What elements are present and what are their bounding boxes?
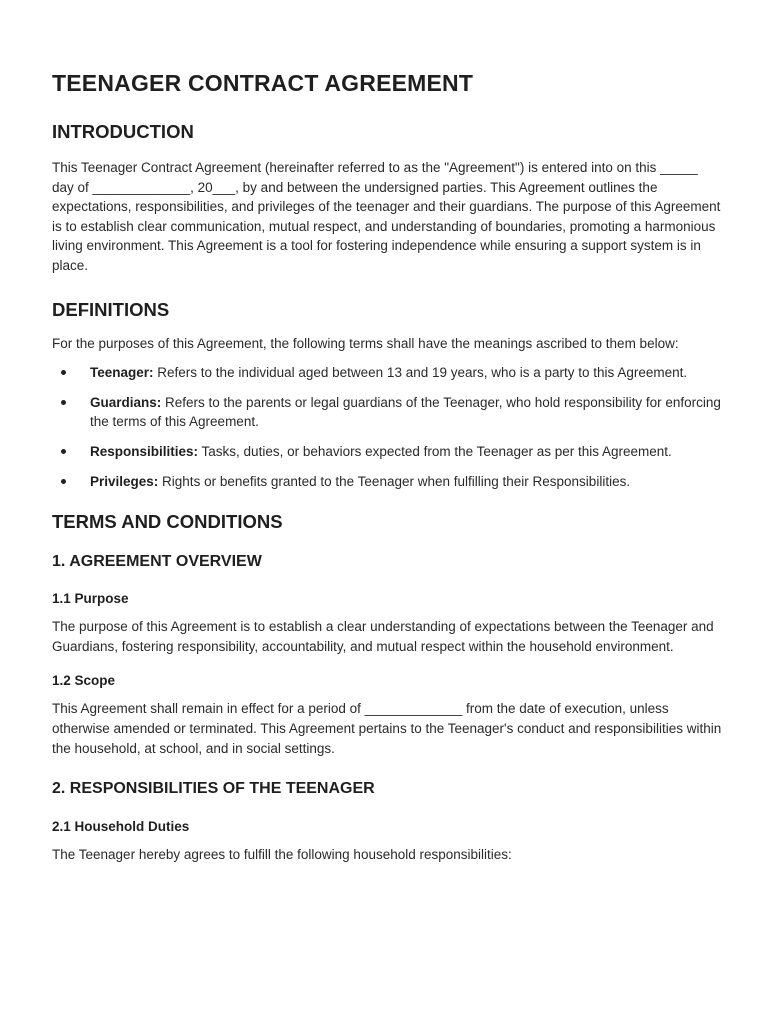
section-2-1-paragraph: The Teenager hereby agrees to fulfill the following household responsibilities: [52,847,512,863]
definition-text: Tasks, duties, or behaviors expected from the Teenager as per this Agreement. [198,443,672,459]
definitions-heading: DEFINITIONS [52,298,170,320]
bullet-icon [61,400,66,405]
bullet-icon [61,449,66,454]
section-1-1-paragraph: The purpose of this Agreement is to establish a clear understanding of expectations between the Teenager and Guardians, fostering responsibility, accountability, and mutual respect within the household environment. [52,619,714,654]
section-1-2-heading: 1.2 Scope [52,673,116,689]
terms-heading: TERMS AND CONDITIONS [52,511,283,533]
introduction-paragraph: This Teenager Contract Agreement (hereinafter referred to as the "Agreement") is entered into on this _____ day of _____________, 20___, by and between the undersigned parties. This Agreement outlines the expectations, responsibilities, and privileges of the teenager and their guardians. The purpose of this Agreement is to establish clear communication, mutual respect, and understanding of boundaries, promoting a harmonious living environment. This Agreement is a tool for fostering independence while ensuring a support system is in place. [52,160,721,273]
definitions-list [52,363,722,491]
definition-item [52,442,722,462]
section-1-1-heading: 1.1 Purpose [52,591,129,607]
definition-item [52,393,722,432]
definition-text: Rights or benefits granted to the Teenager when fulfilling their Responsibilities. [158,473,631,489]
section-1-heading: 1. AGREEMENT OVERVIEW [52,553,262,571]
bullet-icon [61,370,66,375]
definition-term: Teenager: [90,365,154,381]
section-2-1-heading: 2.1 Household Duties [52,819,190,835]
bullet-icon [61,479,66,484]
definition-term: Responsibilities: [90,443,199,459]
definition-text: Refers to the parents or legal guardians of the Teenager, who hold responsibility for enforcing the terms of this Agreement. [90,394,721,430]
introduction-heading: INTRODUCTION [52,121,194,142]
document-page [52,70,722,865]
definition-text: Refers to the individual aged between 13 and 19 years, who is a party to this Agreement. [153,365,688,381]
definition-term: Guardians: [90,394,162,410]
definition-item [52,472,722,492]
section-2-heading: 2. RESPONSIBILITIES OF THE TEENAGER [52,780,375,798]
definition-item [52,363,722,383]
document-title: TEENAGER CONTRACT AGREEMENT [52,70,474,96]
definitions-intro: For the purposes of this Agreement, the following terms shall have the meanings ascribed to them below: [52,335,679,351]
definition-term: Privileges: [90,473,159,489]
section-1-2-paragraph: This Agreement shall remain in effect for a period of _____________ from the date of execution, unless otherwise amended or terminated. This Agreement pertains to the Teenager's conduct and responsibilities within the household, at school, and in social settings. [52,701,722,756]
